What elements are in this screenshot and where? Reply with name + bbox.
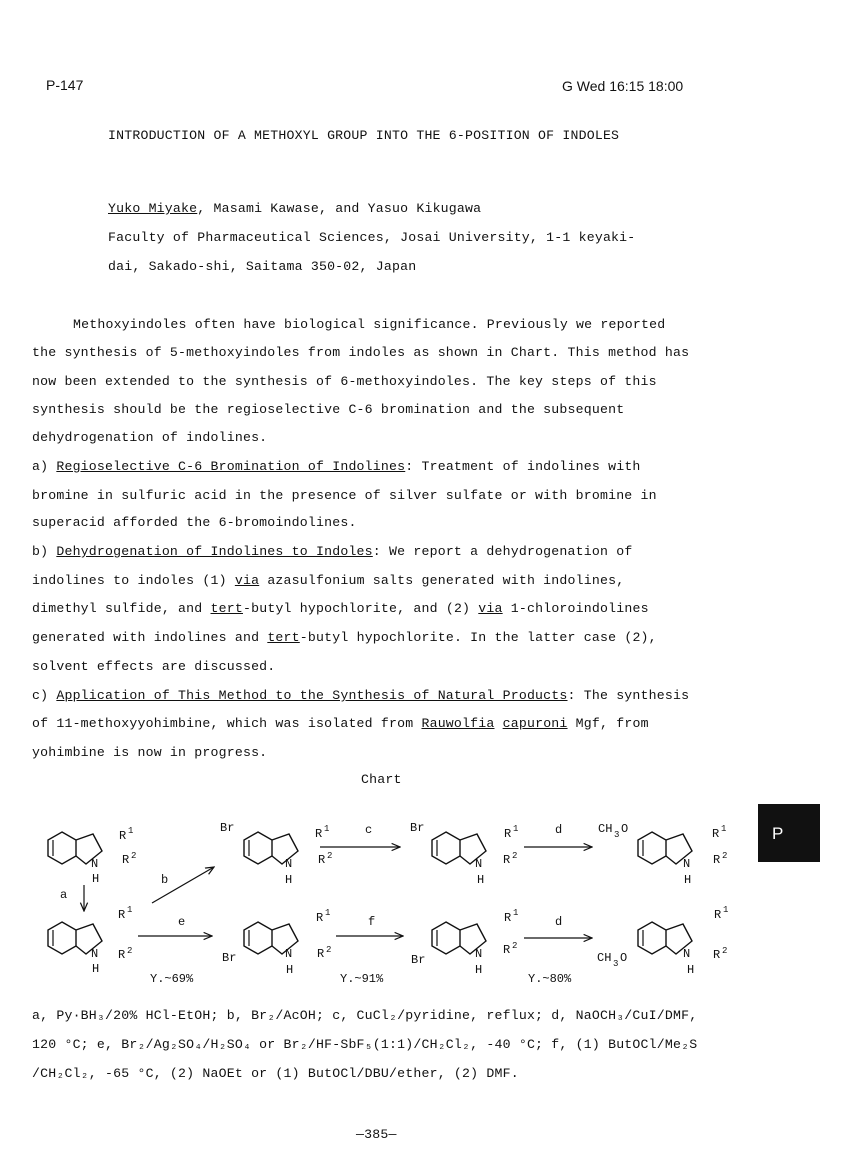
section-c-heading: Application of This Method to the Synthesis of Natural Products [56, 688, 568, 703]
step-b-label: b [161, 873, 169, 887]
svg-text:R: R [118, 948, 126, 962]
svg-text:1: 1 [513, 908, 519, 918]
svg-text:H: H [286, 963, 294, 977]
bromoindole-6 [411, 908, 518, 977]
svg-text:Br: Br [411, 953, 426, 967]
presenting-author: Yuko Miyake [108, 201, 198, 216]
svg-text:N: N [285, 947, 293, 961]
svg-text:O: O [621, 822, 629, 836]
svg-text:R: R [503, 853, 511, 867]
svg-text:1: 1 [723, 905, 729, 915]
svg-text:H: H [475, 963, 483, 977]
svg-text:CH: CH [597, 951, 612, 965]
svg-text:R: R [714, 908, 722, 922]
svg-text:R: R [713, 948, 721, 962]
svg-text:H: H [477, 873, 485, 887]
affiliation-line-2: dai, Sakado-shi, Saitama 350-02, Japan [108, 259, 417, 274]
svg-text:N: N [285, 857, 293, 871]
body-line: dehydrogenation of indolines. [32, 430, 268, 445]
step-a-label: a [60, 888, 68, 902]
body-line: superacid afforded the 6-bromoindolines. [32, 515, 357, 530]
body-line: yohimbine is now in progress. [32, 745, 268, 760]
section-b-heading: Dehydrogenation of Indolines to Indoles [56, 544, 373, 559]
affiliation-line-1: Faculty of Pharmaceutical Sciences, Josai University, 1-1 keyaki- [108, 230, 636, 245]
step-f-label: f [368, 915, 376, 929]
svg-text:N: N [91, 947, 99, 961]
footnote-line: 120 °C; e, Br₂/Ag₂SO₄/H₂SO₄ or Br₂/HF-SbF₅(1:1)/CH₂Cl₂, -40 °C; f, (1) ButOCl/Me₂S [32, 1037, 698, 1052]
svg-text:3: 3 [613, 959, 619, 969]
step-d-label: d [555, 823, 563, 837]
svg-text:2: 2 [327, 851, 333, 861]
svg-text:Br: Br [410, 821, 425, 835]
svg-text:N: N [683, 857, 691, 871]
svg-text:R: R [316, 911, 324, 925]
body-line: indolines to indoles (1) via azasulfonium salts generated with indolines, [32, 573, 625, 588]
svg-text:1: 1 [721, 824, 727, 834]
paper-title: INTRODUCTION OF A METHOXYL GROUP INTO THE 6-POSITION OF INDOLES [108, 128, 620, 143]
svg-text:2: 2 [512, 851, 518, 861]
page-number: —385— [356, 1127, 397, 1142]
section-b-heading-line: b) Dehydrogenation of Indolines to Indoles: We report a dehydrogenation of [32, 544, 633, 559]
author-line: Yuko Miyake, Masami Kawase, and Yasuo Kikugawa [108, 201, 482, 216]
svg-text:1: 1 [127, 905, 133, 915]
footnote-line: /CH₂Cl₂, -65 °C, (2) NaOEt or (1) ButOCl/DBU/ether, (2) DMF. [32, 1066, 519, 1081]
body-line: of 11-methoxyyohimbine, which was isolated from Rauwolfia capuroni Mgf, from [32, 716, 649, 731]
svg-text:R: R [318, 853, 326, 867]
body-line: the synthesis of 5-methoxyindoles from indoles as shown in Chart. This method has [32, 345, 690, 360]
svg-text:CH: CH [598, 822, 613, 836]
step-e-label: e [178, 915, 186, 929]
indole-start [48, 826, 136, 886]
yield-d: Y.~80% [528, 972, 572, 986]
indoline-start [48, 905, 132, 976]
svg-text:R: R [315, 827, 323, 841]
reaction-scheme [0, 795, 760, 1010]
svg-text:O: O [620, 951, 628, 965]
section-tab: P [758, 804, 820, 862]
session-code: P-147 [46, 77, 84, 93]
session-time: G Wed 16:15 18:00 [562, 78, 684, 94]
section-a-heading: Regioselective C-6 Bromination of Indolines [56, 459, 406, 474]
svg-text:N: N [683, 947, 691, 961]
yield-e: Y.~69% [150, 972, 194, 986]
section-c-heading-line: c) Application of This Method to the Synthesis of Natural Products: The synthesis [32, 688, 690, 703]
svg-text:2: 2 [326, 945, 332, 955]
svg-text:R: R [118, 908, 126, 922]
svg-text:1: 1 [513, 824, 519, 834]
body-line: generated with indolines and tert-butyl hypochlorite. In the latter case (2), [32, 630, 657, 645]
body-line: bromine in sulfuric acid in the presence of silver sulfate or with bromine in [32, 488, 657, 503]
yield-f: Y.~91% [340, 972, 384, 986]
svg-text:3: 3 [614, 830, 620, 840]
svg-text:H: H [92, 962, 100, 976]
body-line: now been extended to the synthesis of 6-methoxyindoles. The key steps of this [32, 374, 657, 389]
svg-text:H: H [687, 963, 695, 977]
bromoindoline-5 [220, 821, 332, 887]
body-line: Methoxyindoles often have biological significance. Previously we reported [73, 317, 666, 332]
bromoindoline-6 [222, 908, 331, 977]
body-line: synthesis should be the regioselective C-6 bromination and the subsequent [32, 402, 625, 417]
svg-text:1: 1 [325, 908, 331, 918]
chart-title: Chart [361, 772, 402, 787]
svg-text:2: 2 [722, 946, 728, 956]
svg-text:N: N [475, 947, 483, 961]
svg-text:R: R [712, 827, 720, 841]
body-line: dimethyl sulfide, and tert-butyl hypochlorite, and (2) via 1-chloroindolines [32, 601, 649, 616]
svg-text:R: R [119, 829, 127, 843]
svg-text:2: 2 [127, 946, 133, 956]
bromoindole-5 [410, 821, 518, 887]
svg-text:R: R [504, 911, 512, 925]
svg-text:2: 2 [722, 851, 728, 861]
svg-text:2: 2 [512, 941, 518, 951]
step-c-label: c [365, 823, 373, 837]
svg-text:N: N [475, 857, 483, 871]
svg-text:2: 2 [131, 851, 137, 861]
step-d-label: d [555, 915, 563, 929]
svg-text:1: 1 [128, 826, 134, 836]
svg-text:H: H [285, 873, 293, 887]
section-a-heading-line: a) Regioselective C-6 Bromination of Indolines: Treatment of indolines with [32, 459, 641, 474]
svg-text:R: R [122, 853, 130, 867]
co-authors: Masami Kawase, and Yasuo Kikugawa [213, 201, 482, 216]
svg-text:N: N [91, 857, 99, 871]
svg-text:R: R [504, 827, 512, 841]
svg-text:R: R [503, 943, 511, 957]
svg-text:R: R [317, 947, 325, 961]
svg-text:1: 1 [324, 824, 330, 834]
svg-text:H: H [684, 873, 692, 887]
body-line: solvent effects are discussed. [32, 659, 276, 674]
methoxyindole-5 [598, 822, 727, 887]
svg-text:Br: Br [220, 821, 235, 835]
svg-text:Br: Br [222, 951, 237, 965]
footnote-line: a, Py·BH₃/20% HCl-EtOH; b, Br₂/AcOH; c, CuCl₂/pyridine, reflux; d, NaOCH₃/CuI/DMF, [32, 1008, 698, 1023]
methoxyindole-6 [597, 905, 728, 977]
svg-text:H: H [92, 872, 100, 886]
svg-text:R: R [713, 853, 721, 867]
